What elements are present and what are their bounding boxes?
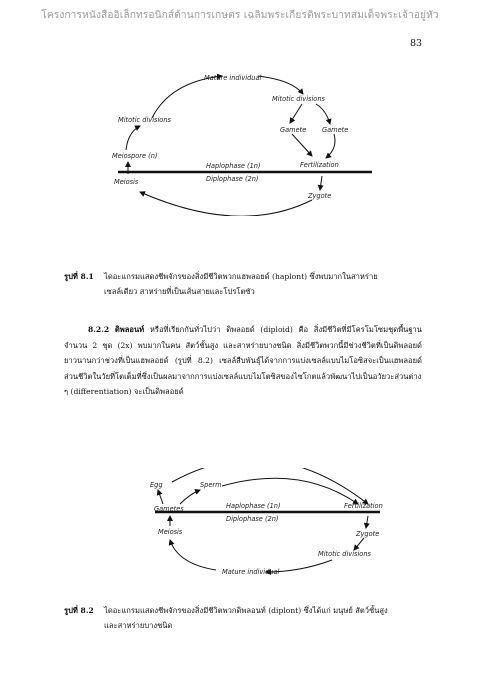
page-header: โครงการหนังสืออิเล็กทรอนิกส์ด้านการเกษตร เฉลิมพระเกียรติพระบาทสมเด็จพระเจ้าอยู่หัว [41,10,439,21]
label-mature: Mature individual [222,568,280,576]
section-8-2-2 [64,322,422,400]
label-gametes: Gametes [154,505,184,513]
label-zygote: Zygote [356,530,380,538]
arc-zygote-to-meiosis [140,192,312,216]
label-meiosis: Meiosis [114,178,139,186]
page-number: 83 [410,38,423,49]
label-diplophase: Diplophase (2n) [226,515,279,523]
label-haplophase: Haplophase (1n) [206,162,261,170]
figure-caption-8-2 [64,603,424,633]
label-mature: Mature individual [204,74,262,82]
label-haplophase: Haplophase (1n) [226,502,281,510]
label-mitotic: Mitotic divisions [318,550,371,558]
haplont-life-cycle-diagram [0,66,480,216]
label-gamete-left: Gamete [280,126,307,134]
section-title: ดิพลอนท์ [114,325,145,334]
label-mitotic-right: Mitotic divisions [272,95,325,103]
section-paragraph: หรือที่เรียกกันทั่วไปว่า ดิพลอยด์ (diploid) คือ สิ่งมีชีวิตที่มีโครโมโซมชุดพื้นฐานจำนวน 2 ชุด (2x) พบมากในคน สัตว์ชั้นสูง และสาหร่ายบางชนิด สิ่งมีชีวิตพวกนี้มีช่วงชีวิตที่เป็นดิพลอยด์ยาวนานกว่าช่วงที่เป็นแฮพลอยด์ (รูปที่ 8.2) เซลล์สืบพันธุ์ได้จากการแบ่งเซลล์แบบไมโอซิสจะเป็นแฮพลอยด์ ส่วนชีวิตในวัยที่โตเต็มที่ซึ่งเป็นผลมาจากการแบ่งเซลล์แบบไมโตซิสของไซโกตแล้วพัฒนาไปเป็นอวัยวะส่วนต่าง ๆ (differentiation) จะเป็นดิพลอยด์ [64,325,422,397]
section-number: 8.2.2 [88,325,110,334]
caption-line2: และสาหร่ายบางชนิด [104,621,173,630]
label-meiospore: Meiospore (n) [112,152,158,160]
label-gamete-right: Gamete [322,126,349,134]
label-fertilization: Fertilization [300,161,339,169]
caption-number: รูปที่ 8.1 [64,272,94,281]
arc-sperm-to-fertilization [222,478,358,504]
label-meiosis: Meiosis [158,528,183,536]
caption-line2: เซลล์เดียว สาหร่ายที่เป็นเส้นสายและโปรโตซัว [104,287,255,296]
diplont-life-cycle-diagram [0,468,480,593]
label-diplophase: Diplophase (2n) [206,175,259,183]
label-mitotic-left: Mitotic divisions [118,116,171,124]
label-sperm: Sperm [200,481,222,489]
label-egg: Egg [150,481,163,489]
caption-number: รูปที่ 8.2 [64,606,94,615]
arc-to-mature [152,76,222,118]
figure-caption-8-1 [64,269,424,299]
arc-mature-to-mitotic [258,76,303,94]
caption-line1: ไดอะแกรมแสดงชีพจักรของสิ่งมีชีวิตพวกแฮพลอยด์ (haplont) ซึ่งพบมากในสาหร่าย [104,272,378,281]
label-fertilization: Fertilization [344,502,383,510]
label-zygote: Zygote [308,192,332,200]
caption-line1: ไดอะแกรมแสดงชีพจักรของสิ่งมีชีวิตพวกดิพลอนท์ (diplont) ซึ่งได้แก่ มนุษย์ สัตว์ชั้นสูง [104,606,388,615]
